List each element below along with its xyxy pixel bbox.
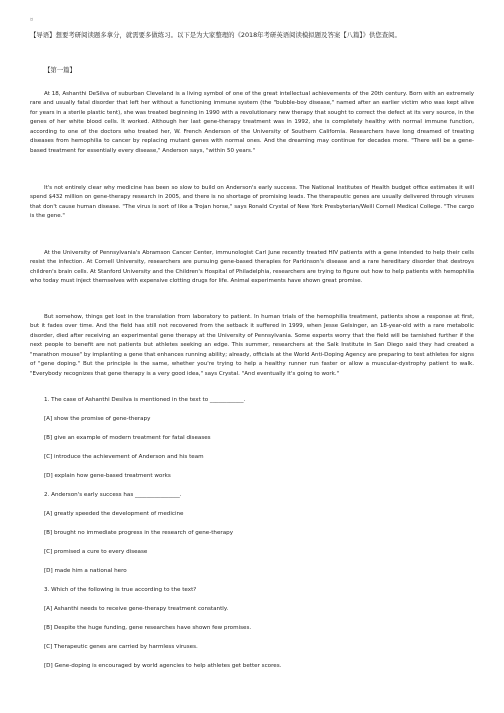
answer-option: [B] Despite the huge funding, gene researches have shown few promises. <box>44 625 252 631</box>
question-stem: 1. The case of Ashanthi Desilva is mentioned in the text to ____________. <box>44 397 246 403</box>
article-paragraph: At the University of Pennsylvania's Abramson Cancer Center, immunologist Carl June recently treated HIV patients with a gene intended to help their cells resist the infection. At Cornell University, researchers are pursuing gene-based therapies for Parkinson's disease and a rare hereditary disorder that destroys children's brain cells. At Stanford University and the Children's Hospital of Philadelphia, researchers are trying to figure out how to help patients with hemophilia who today must inject themselves with expensive clotting drugs for life. Animal experiments have shown great promise. <box>30 249 474 285</box>
answer-option: [D] explain how gene-based treatment works <box>44 473 171 479</box>
section-title: 【第一篇】 <box>44 66 76 74</box>
corner-mark: ¤ <box>30 17 34 23</box>
question-stem: 2. Anderson's early success has ________________. <box>44 492 182 498</box>
article-paragraph: But somehow, things get lost in the translation from laboratory to patient. In human trials of the hemophilia treatment, patients show a response at first, but it fades over time. And the field has still not recovered from the setback it suffered in 1999, when Jesse Gelsinger, an 18-year-old with a rare metabolic disorder, died after receiving an experimental gene therapy at the University of Pennsylvania. Some experts worry that the field will be tarnished further if the next people to benefit are not patients but athletes seeking an edge. This summer, researchers at the Salk Institute in San Diego said they had created a "marathon mouse" by implanting a gene that enhances running ability; already, officials at the World Anti-Doping Agency are preparing to test athletes for signs of "gene doping." But the principle is the same, whether you're trying to help a healthy runner run faster or allow a muscular-dystrophy patient to walk. "Everybody recognizes that gene therapy is a very good idea," says Crystal. "And eventually it's going to work." <box>30 313 474 378</box>
article-paragraph: At 18, Ashanthi DeSilva of suburban Cleveland is a living symbol of one of the great intellectual achievements of the 20th century. Born with an extremely rare and usually fatal disorder that left her without a functioning immune system (the "bubble-boy disease," named after an earlier victim who was kept alive for years in a sterile plastic tent), she was treated beginning in 1990 with a revolutionary new therapy that sought to correct the defect at its very source, in the genes of her white blood cells. It worked. Although her last gene-therapy treatment was in 1992, she is completely healthy with normal immune function, according to one of the doctors who treated her, W. French Anderson of the University of Southern California. Researchers have long dreamed of treating diseases from hemophilia to cancer by replacing mutant genes with normal ones. And the dreaming may continue for decades more. "There will be a gene-based treatment for essentially every disease," Anderson says, "within 50 years." <box>30 90 474 155</box>
answer-option: [D] Gene-doping is encouraged by world agencies to help athletes get better scores. <box>44 663 282 669</box>
answer-option: [A] Ashanthi needs to receive gene-therapy treatment constantly. <box>44 606 229 612</box>
answer-option: [D] made him a national hero <box>44 568 127 574</box>
article-paragraph: It's not entirely clear why medicine has been so slow to build on Anderson's early success. The National Institutes of Health budget office estimates it will spend $432 million on gene-therapy research in 2005, and there is no shortage of promising leads. The therapeutic genes are usually delivered through viruses that don't cause human disease. "The virus is sort of like a Trojan horse," says Ronald Crystal of New York Presbyterian/Weill Cornell Medical College. "The cargo is the gene." <box>30 184 474 220</box>
answer-option: [B] brought no immediate progress in the research of gene-therapy <box>44 530 234 536</box>
answer-option: [C] Therapeutic genes are carried by harmless viruses. <box>44 644 198 650</box>
answer-option: [A] show the promise of gene-therapy <box>44 416 151 422</box>
question-stem: 3. Which of the following is true according to the text? <box>44 587 197 593</box>
answer-option: [C] promised a cure to every disease <box>44 549 148 555</box>
answer-option: [A] greatly speeded the development of medicine <box>44 511 184 517</box>
intro-text: 【导语】想要考研阅读题多拿分，就需要多做练习。以下是为大家整理的《2018年考研英语阅读模拟题及答案【八篇】》供您查阅。 <box>30 31 401 39</box>
answer-option: [B] give an example of modern treatment for fatal diseases <box>44 435 211 441</box>
answer-option: [C] introduce the achievement of Anderson and his team <box>44 454 204 460</box>
